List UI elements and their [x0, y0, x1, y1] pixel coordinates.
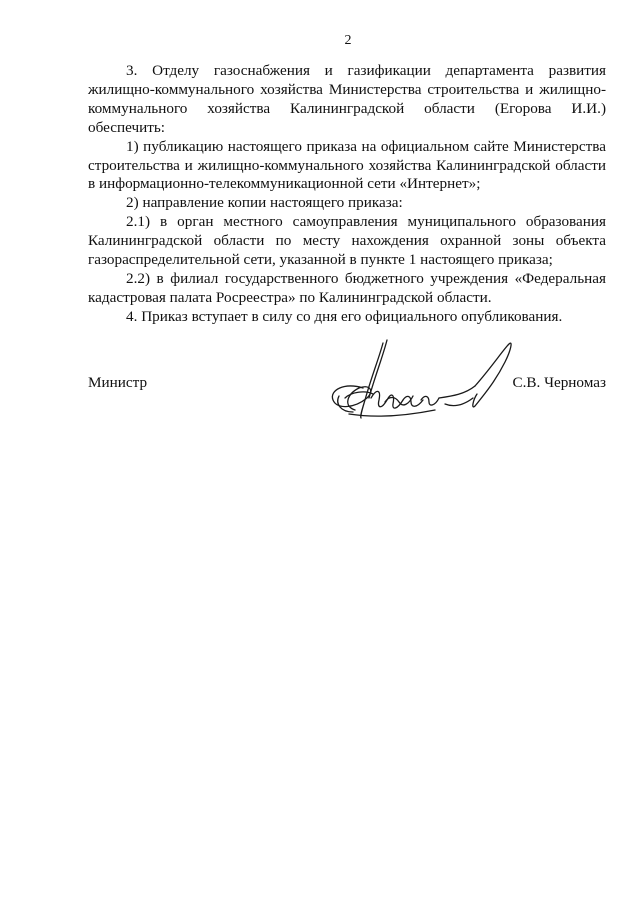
paragraph-3-1: 1) публикацию настоящего приказа на официальном сайте Министерства строительства и жилищно-коммунального хозяйства Калининградской области в информационно-телекоммуникационной сети «Интернет»;	[88, 137, 606, 193]
signature-row	[88, 374, 606, 394]
paragraph-3-2-1: 2.1) в орган местного самоуправления муниципального образования Калининградской области по месту нахождения охранной зоны объекта газораспределительной сети, указанной в пункте 1 настоящего приказа;	[88, 213, 606, 269]
signer-position: Министр	[88, 374, 148, 391]
document-body	[88, 62, 606, 327]
paragraph-3-2-2: 2.2) в филиал государственного бюджетного учреждения «Федеральная кадастровая палата Росреестра» по Калининградской области.	[88, 269, 606, 306]
paragraph-4: 4. Приказ вступает в силу со дня его официального опубликования.	[126, 307, 563, 325]
page-number: 2	[344, 33, 352, 48]
paragraph-3: 3. Отделу газоснабжения и газификации департамента развития жилищно-коммунального хозяйства Министерства строительства и жилищно-коммунального хозяйства Калининградской области (Егорова И.И.) обеспечить:	[88, 62, 606, 136]
paragraph-3-2: 2) направление копии настоящего приказа:	[126, 194, 403, 212]
signer-name: С.В. Черномаз	[512, 374, 606, 391]
